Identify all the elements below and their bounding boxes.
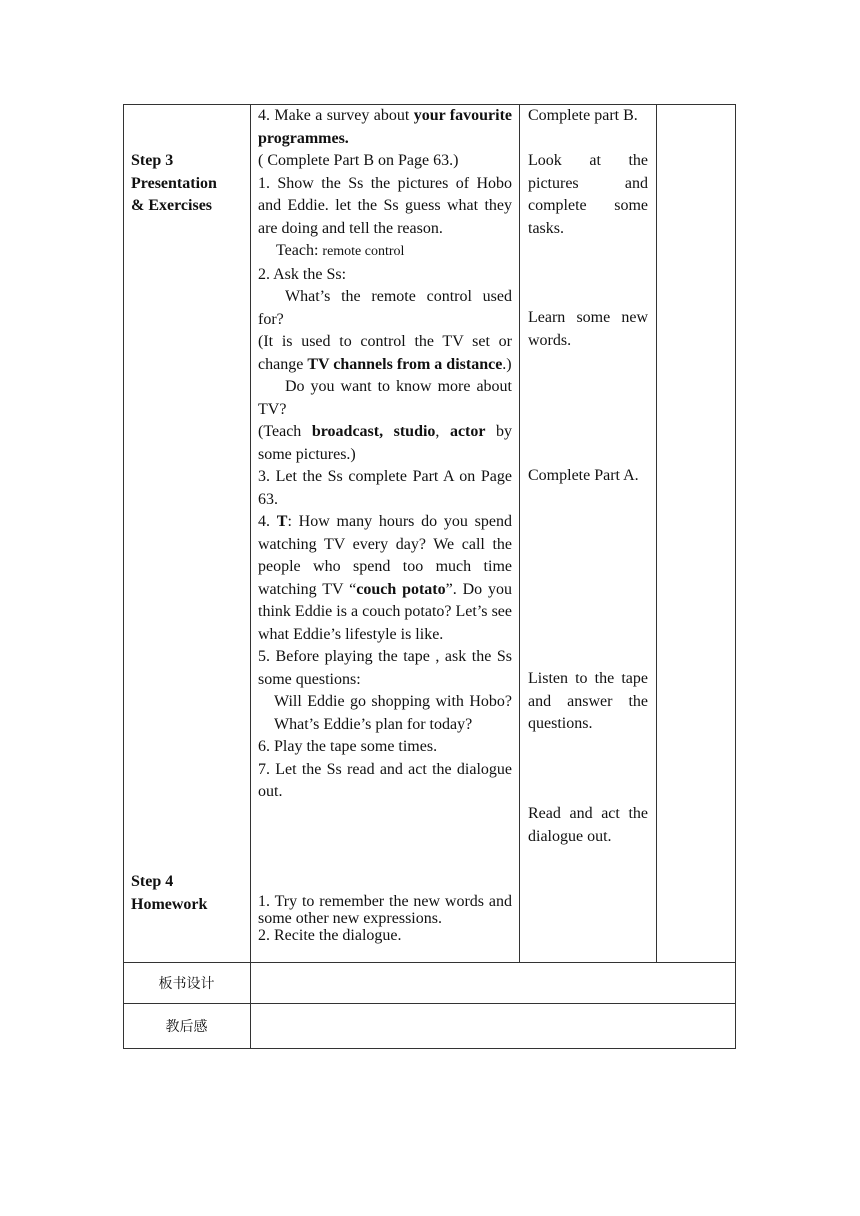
board-design-label: 板书设计 xyxy=(158,976,215,992)
student-activities xyxy=(528,668,648,736)
step3-subtitle: & Exercises xyxy=(131,197,213,214)
homework-item: 1. Try to remember the new words and some other new expressions. xyxy=(258,893,512,927)
activity-paragraph: (It is used to control the TV set or change TV channels from a distance.) xyxy=(258,333,512,373)
teacher-activities xyxy=(258,105,512,804)
step4-label xyxy=(131,871,246,916)
homework-activities xyxy=(258,893,512,944)
table-col-divider xyxy=(519,104,520,963)
student-activity: Read and act the dialogue out. xyxy=(528,805,648,845)
activity-paragraph: 4. Make a survey about your favourite programmes. xyxy=(258,107,512,147)
activity-paragraph: 6. Play the tape some times. xyxy=(258,738,438,755)
activity-paragraph: (Teach broadcast, studio, actor by some pictures.) xyxy=(258,423,513,463)
step4-title: Step 4 xyxy=(131,873,174,890)
step3-title: Step 3 xyxy=(131,152,174,169)
step4-subtitle: Homework xyxy=(131,895,208,913)
table-border-right xyxy=(735,104,736,1049)
student-activities xyxy=(528,465,648,488)
activity-paragraph: 7. Let the Ss read and act the dialogue out. xyxy=(258,760,512,800)
student-activity: Complete Part A. xyxy=(528,467,639,484)
reflection-label: 教后感 xyxy=(165,1019,208,1035)
step3-label xyxy=(131,150,246,218)
student-activity: Look at the pictures and complete some tasks. xyxy=(528,152,648,237)
activity-paragraph: Do you want to know more about TV? xyxy=(258,378,512,418)
table-col-divider xyxy=(250,104,251,1049)
activity-paragraph: 1. Show the Ss the pictures of Hobo and Eddie. let the Ss guess what they are doing and tell the reason. xyxy=(258,174,512,237)
student-activity: Learn some new words. xyxy=(528,309,648,349)
table-row-divider xyxy=(123,962,736,963)
activity-paragraph: ( Complete Part B on Page 63.) xyxy=(258,152,459,169)
activity-paragraph: 5. Before playing the tape , ask the Ss some questions: xyxy=(258,648,512,688)
table-border-bottom xyxy=(123,1048,736,1049)
lesson-plan-table xyxy=(123,104,736,1049)
activity-paragraph: Teach: remote control xyxy=(276,242,405,259)
activity-paragraph: 4. T: How many hours do you spend watching TV every day? We call the people who spend too much time watching TV “couch potato”. Do you think Eddie is a couch potato? Let’s see what Eddie’s lifestyle is like. xyxy=(258,513,513,643)
table-border-left xyxy=(123,104,124,1049)
table-row-divider xyxy=(123,1003,736,1004)
activity-paragraph: 3. Let the Ss complete Part A on Page 63. xyxy=(258,468,512,508)
activity-paragraph: Will Eddie go shopping with Hobo? What’s Eddie’s plan for today? xyxy=(274,693,512,733)
activity-paragraph: What’s the remote control used for? xyxy=(258,288,512,328)
student-activities xyxy=(528,803,648,848)
step3-subtitle: Presentation xyxy=(131,174,217,192)
student-activity: Listen to the tape and answer the questions. xyxy=(528,670,648,732)
activity-paragraph: 2. Ask the Ss: xyxy=(258,265,347,283)
student-activities xyxy=(528,307,648,352)
student-activities xyxy=(528,105,648,240)
student-activity: Complete part B. xyxy=(528,107,638,124)
homework-item: 2. Recite the dialogue. xyxy=(258,927,402,944)
table-col-divider xyxy=(656,104,657,963)
